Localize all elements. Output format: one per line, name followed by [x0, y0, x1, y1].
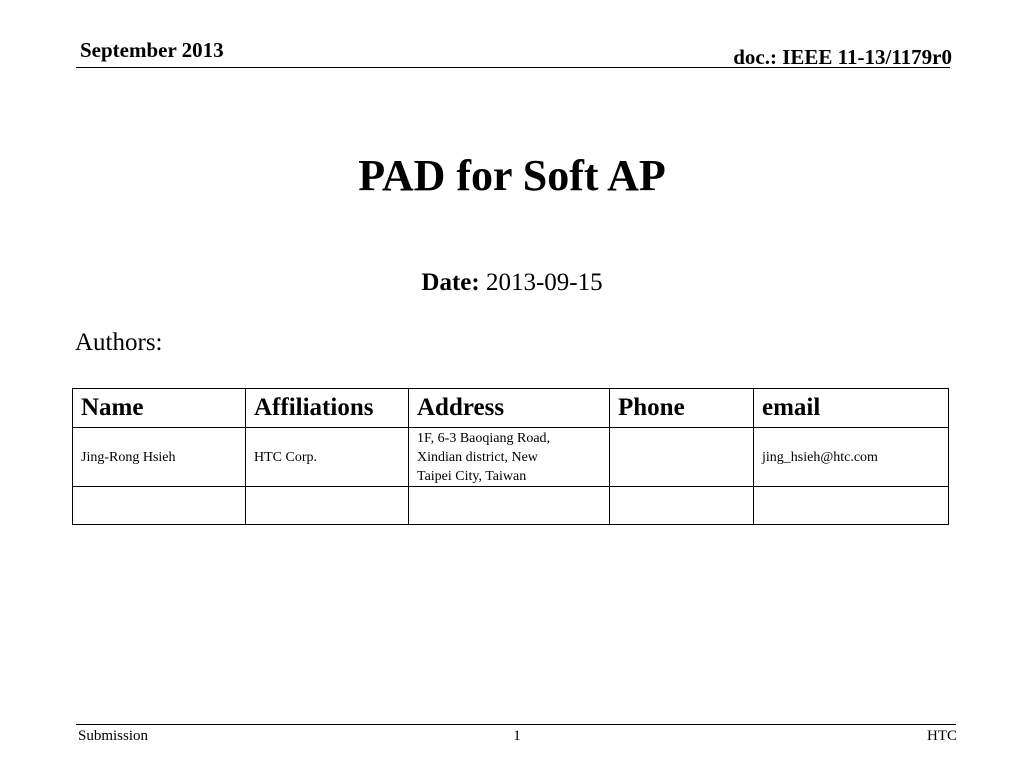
column-header-name: Name [73, 389, 246, 428]
table-row [73, 428, 949, 487]
cell-phone [610, 428, 754, 487]
footer-page-number: 1 [513, 728, 521, 744]
cell-email [754, 487, 949, 525]
address-line: 1F, 6-3 Baoqiang Road, [417, 430, 551, 446]
column-header-address: Address [409, 389, 610, 428]
cell-email: jing_hsieh@htc.com [754, 428, 949, 487]
header-doc-id: doc.: IEEE 11-13/1179r0 [733, 45, 952, 69]
column-header-phone: Phone [610, 389, 754, 428]
authors-label: Authors: [75, 329, 163, 356]
date-label: Date: [421, 269, 480, 296]
date-line [0, 268, 1024, 298]
table-header-row [73, 389, 949, 428]
column-header-affiliations: Affiliations [246, 389, 409, 428]
footer-rule [76, 724, 956, 725]
cell-phone [610, 487, 754, 525]
date-value: 2013-09-15 [485, 269, 603, 296]
cell-name: Jing-Rong Hsieh [73, 428, 246, 487]
cell-address [409, 487, 610, 525]
table-row [73, 487, 949, 525]
cell-affiliation [246, 487, 409, 525]
footer-submission: Submission [78, 728, 149, 744]
column-header-email: email [754, 389, 949, 428]
authors-table [72, 388, 949, 525]
cell-address [409, 428, 610, 487]
slide-title: PAD for Soft AP [358, 151, 666, 200]
cell-affiliation: HTC Corp. [246, 428, 409, 487]
header-rule [76, 67, 950, 68]
address-line: Taipei City, Taiwan [417, 468, 527, 484]
cell-name [73, 487, 246, 525]
footer-org: HTC [927, 728, 957, 744]
address-line: Xindian district, New [417, 449, 538, 465]
header-date: September 2013 [80, 38, 224, 62]
